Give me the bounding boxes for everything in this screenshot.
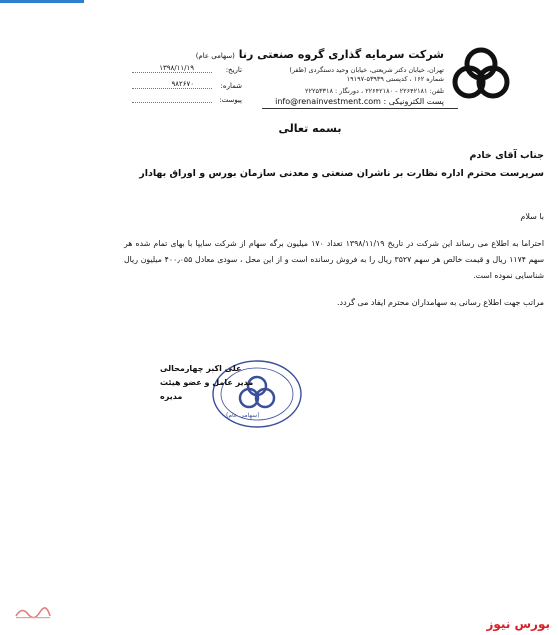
date-dotted-line (132, 72, 212, 73)
signature-block (160, 362, 255, 404)
stamp-text: (سهامی عام) (226, 412, 260, 419)
company-type: (سهامی عام) (195, 52, 235, 60)
watermark-logo-icon (14, 604, 52, 620)
address-line-2: شماره ۱۶۲ ، کدپستی ۵۳۹۳۹-۱۹۱۹۷ (346, 75, 444, 83)
number-label: شماره: (220, 82, 242, 90)
email-label: پست الکترونیکی : (383, 97, 444, 106)
signer-name: علی اکبر چهارمحالی (160, 364, 242, 373)
recipient-title: سرپرست محترم اداره نظارت بر ناشران صنعتی و معدنی سازمان بورس و اوراق بهادار (139, 168, 544, 179)
header-divider (262, 108, 458, 109)
attachment-dotted-line (132, 102, 212, 103)
footer-brand: بورس نیوز (486, 617, 550, 631)
recipient-name: جناب آقای خادم (469, 150, 544, 161)
phone-line: تلفن: ۲۲۶۴۲۱۸۱ - ۲۲۶۴۲۱۸۰ ، دورنگار : ۲۲۲۵۳۳۱۸ (305, 87, 444, 95)
attachment-field (132, 96, 242, 106)
bismillah-heading: بسمه تعالی (278, 122, 342, 135)
date-field (132, 66, 242, 76)
top-accent-bar (0, 0, 84, 3)
date-label: تاریخ: (225, 66, 242, 74)
email-address: info@renainvestment.com (275, 97, 381, 106)
closing-line: مراتب جهت اطلاع رسانی به سهامداران محترم ایفاد می گردد. (337, 298, 544, 307)
company-name: شرکت سرمایه گذاری گروه صنعتی رنا (سهامی عام) (195, 48, 444, 61)
number-field (132, 82, 242, 92)
letter-body: احتراما به اطلاع می رساند این شرکت در تاریخ ۱۳۹۸/۱۱/۱۹ تعداد ۱۷۰ میلیون برگه سهام از شرکت سایپا با بهای تمام شده هر سهم ۱۱۷۴ ریال و قیمت خالص هر سهم ۳۵۲۷ ریال را به فروش رسانده است و از این محل ، سودی معادل ۴۰۰٫۰۵۵ میلیون ریال شناسایی نموده است. (124, 239, 545, 280)
address-line-1: تهران، خیابان دکتر شریعتی، خیابان وحید دستگردی (ظفر) (289, 66, 444, 74)
number-value: ۹۸۲۶۷۰ (171, 80, 194, 88)
email-line (275, 97, 444, 106)
salutation: با سلام (520, 212, 544, 221)
number-dotted-line (132, 88, 212, 89)
date-value: ۱۳۹۸/۱۱/۱۹ (159, 64, 194, 72)
signer-title: مدیر عامل و عضو هیئت مدیره (160, 378, 254, 401)
company-logo-icon (450, 42, 512, 104)
attachment-label: پیوست: (219, 96, 242, 104)
